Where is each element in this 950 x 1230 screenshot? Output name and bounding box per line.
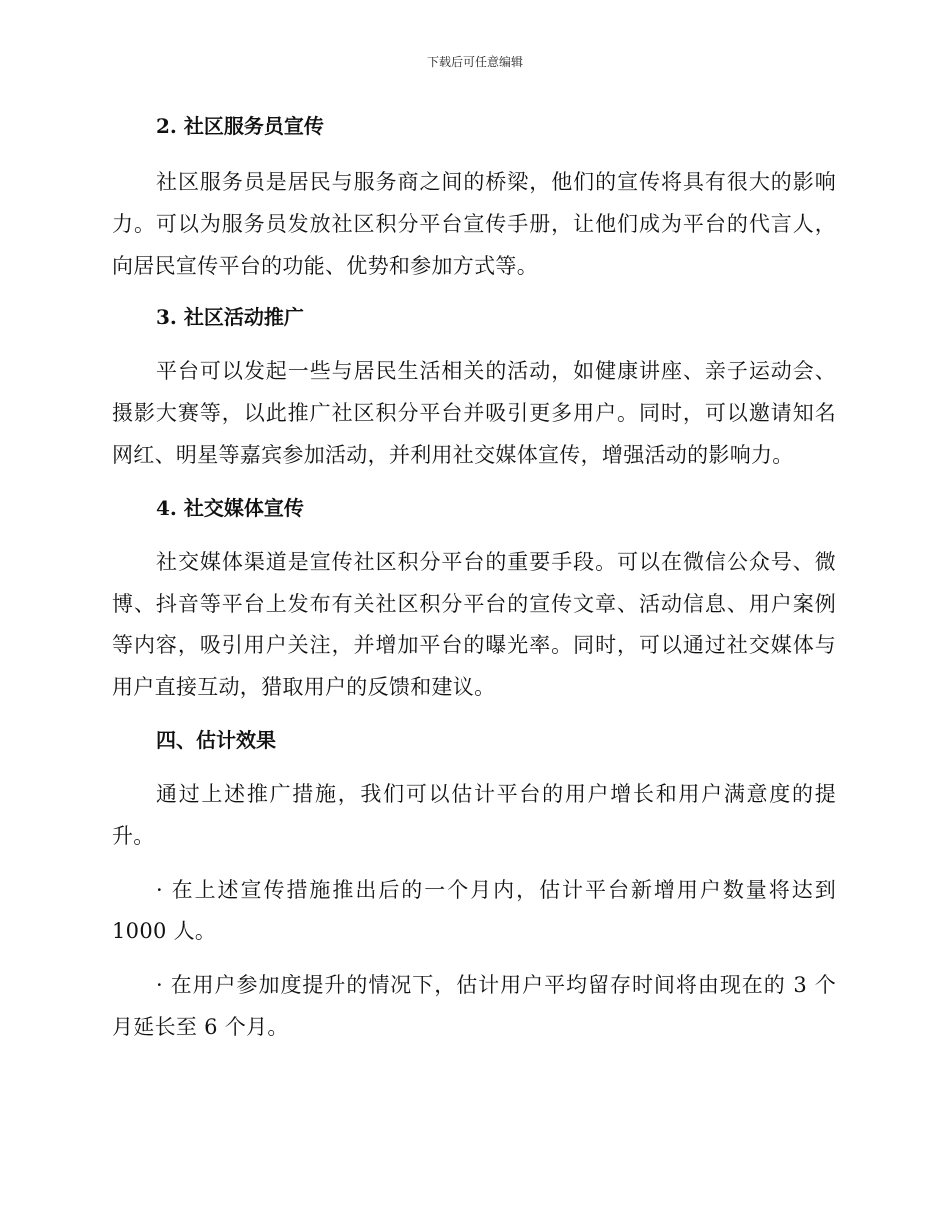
header-note: 下载后可任意编辑 <box>426 55 523 69</box>
bullet-retention-time: · 在用户参加度提升的情况下，估计用户平均留存时间将由现在的 3 个月延长至 6 个月。 <box>112 973 836 1039</box>
section-paragraph-community-staff: 社区服务员是居民与服务商之间的桥梁，他们的宣传将具有很大的影响力。可以为服务员发放社区积分平台宣传手册，让他们成为平台的代言人，向居民宣传平台的功能、优势和参加方式等。 <box>112 170 836 278</box>
section-heading-social-media: 4. 社交媒体宣传 <box>156 495 304 520</box>
document-body <box>112 106 836 1049</box>
section-paragraph-community-activities: 平台可以发起一些与居民生活相关的活动，如健康讲座、亲子运动会、摄影大赛等，以此推广社区积分平台并吸引更多用户。同时，可以邀请知名网红、明星等嘉宾参加活动，并利用社交媒体宣传，增强活动的影响力。 <box>112 359 836 467</box>
bullet-new-users: · 在上述宣传措施推出后的一个月内，估计平台新增用户数量将达到 1000 人。 <box>112 877 836 944</box>
section-paragraph-estimated-effect-intro: 通过上述推广措施，我们可以估计平台的用户增长和用户满意度的提升。 <box>112 781 836 848</box>
section-heading-community-staff: 2. 社区服务员宣传 <box>156 114 324 138</box>
section-paragraph-social-media: 社交媒体渠道是宣传社区积分平台的重要手段。可以在微信公众号、微博、抖音等平台上发布有关社区积分平台的宣传文章、活动信息、用户案例等内容，吸引用户关注，并增加平台的曝光率。同时，可以通过社交媒体与用户直接互动，猎取用户的反馈和建议。 <box>112 549 836 700</box>
section-heading-community-activities: 3. 社区活动推广 <box>156 305 304 330</box>
section-heading-estimated-effect: 四、估计效果 <box>156 727 276 752</box>
